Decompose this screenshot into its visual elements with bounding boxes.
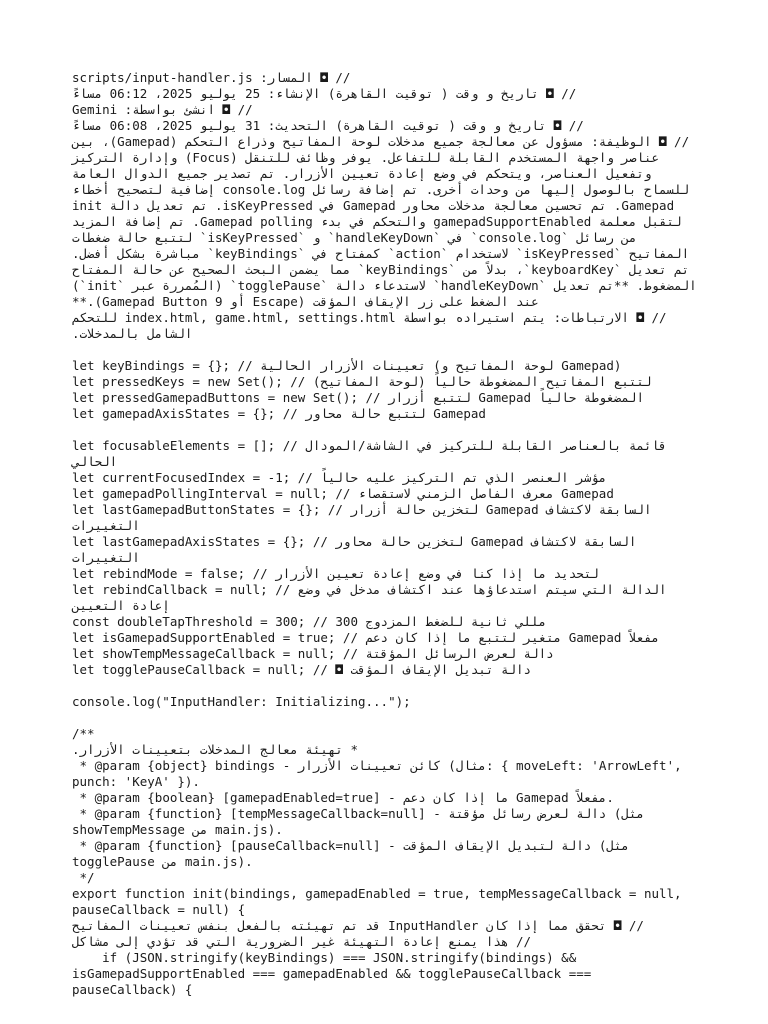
code-line: // هذا يمنع إعادة التهيئة غير الضرورية التي قد تؤدي إلى مشاكل [72,934,562,949]
code-line: console.log("InputHandler: Initializing..."); [72,694,411,709]
code-line: let showTempMessageCallback = null; // دالة لعرض الرسائل المؤقتة [72,646,554,661]
code-line: let gamepadPollingInterval = null; // معرف الفاصل الزمني لاستقصاء Gamepad [72,486,614,501]
code-line: * تهيئة معالج المدخلات بتعيينات الأزرار. [72,742,366,757]
code-line: // ◘ المسار: scripts/input-handler.js [72,70,351,85]
code-line: let lastGamepadAxisStates = {}; // لتخزين حالة محاور Gamepad السابقة لاكتشاف التغييرات [72,534,644,565]
code-line: let pressedGamepadButtons = new Set(); // لتتبع أزرار Gamepad المضغوطة حالياً [72,390,644,405]
code-line: if (JSON.stringify(keyBindings) === JSON.stringify(bindings) && isGamepadSupportEnabled === gamepadEnabled && togglePauseCallback === pauseCallback) { [72,950,599,997]
code-line: * @param {boolean} [gamepadEnabled=true] - ما إذا كان دعم Gamepad مفعلاً. [72,790,614,805]
code-line: let togglePauseCallback = null; // ◘ دالة تبديل الإيقاف المؤقت [72,662,532,677]
code-line: let gamepadAxisStates = {}; // لتتبع حالة محاور Gamepad [72,406,486,421]
code-line: let focusableElements = []; // قائمة بالعناصر القابلة للتركيز في الشاشة/المودال الحالي [72,438,675,469]
code-line: // ◘ تحقق مما إذا كان InputHandler قد تم تهيئته بالفعل بنفس تعيينات المفاتيح [72,918,675,933]
code-line: * @param {function} [tempMessageCallback=null] - دالة لعرض رسائل مؤقتة (مثل showTempMessage من main.js). [72,806,652,837]
code-line: let lastGamepadButtonStates = {}; // لتخزين حالة أزرار Gamepad السابقة لاكتشاف التغييرات [72,502,660,533]
code-line: * @param {function} [pauseCallback=null] - دالة لتبديل الإيقاف المؤقت (مثل togglePause من main.js). [72,838,637,869]
code-line: let pressedKeys = new Set(); // لتتبع المفاتيح المضغوطة حالياً (لوحة المفاتيح) [72,374,652,389]
code-line: let isGamepadSupportEnabled = true; // متغير لتتبع ما إذا كان دعم Gamepad مفعلاً [72,630,660,645]
code-line [72,678,702,694]
code-line: const doubleTapThreshold = 300; // 300 مللي ثانية للضغط المزدوج [72,614,547,629]
code-line [72,422,702,438]
code-line: // ◘ تاريخ و وقت ( توقيت القاهرة) التحديث: 31 يوليو 2025، 06:08 مساءً [72,118,584,133]
code-line [72,342,702,358]
code-line: let rebindMode = false; // لتحديد ما إذا كنا في وضع إعادة تعيين الأزرار [72,566,599,581]
code-line: // ◘ الوظيفة: مسؤول عن معالجة جميع مدخلات لوحة المفاتيح وذراع التحكم (Gamepad)، بين عناصر واجهة المستخدم القابلة للتفاعل. يوفر وظائف للتنقل (Focus) وإدارة التركيز وتفعيل العناصر، ويتحكم في وضع إعادة تعيين الأزرار. تم تصدير جميع الدوال العامة للسماح بالوصول إليها من وحدات أخرى. تم إضافة رسائل console.log إضافية لتصحيح أخطاء Gamepad. تم تحسين معالجة مدخلات محاور Gamepad في isKeyPressed. تم تعديل دالة init لتقبل معلمة gamepadSupportEnabled والتحكم في بدء Gamepad polling. تم إضافة المزيد من رسائل `console.log` في `handleKeyDown` و `isKeyPressed` لتتبع حالة ضغطات المفاتيح `isKeyPressed` لاستخدام `action` كمفتاح في `keyBindings` مباشرة بشكل أفضل. تم تعديل `keyboardKey`، بدلاً من `keyBindings` مما يضمن البحث الصحيح عن حالة المفتاح المضغوط. **تم تعديل `handleKeyDown` لاستدعاء دالة `togglePause` (المُمررة عبر `init`) عند الضغط على زر الإيقاف المؤقت (Escape أو Gamepad Button 9).** [64,134,697,309]
code-line: let rebindCallback = null; // الدالة التي سيتم استدعاؤها عند اكتشاف مدخل في وضع إعادة التعيين [72,582,675,613]
code-block [64,70,702,998]
code-line: * @param {object} bindings - كائن تعيينات الأزرار (مثال: { moveLeft: 'ArrowLeft', punch: 'KeyA' }). [72,758,690,789]
code-line: // ◘ الارتباطات: يتم استيراده بواسطة index.html, game.html, settings.html للتحكم الشامل بالمدخلات. [64,310,667,341]
code-line [72,710,702,726]
code-line: export function init(bindings, gamepadEnabled = true, tempMessageCallback = null, pauseCallback = null) { [72,886,690,917]
code-line: let currentFocusedIndex = -1; // مؤشر العنصر الذي تم التركيز عليه حالياً [72,470,607,485]
code-line: /** [72,726,95,741]
code-line: */ [72,870,95,885]
code-line: // ◘ تاريخ و وقت ( توقيت القاهرة) الإنشاء: 25 يوليو 2025، 06:12 مساءً [72,86,577,101]
code-line: // ◘ انشئ بواسطة: Gemini [72,102,253,117]
code-line: let keyBindings = {}; // تعيينات الأزرار الحالية (لوحة المفاتيح و Gamepad) [72,358,622,373]
